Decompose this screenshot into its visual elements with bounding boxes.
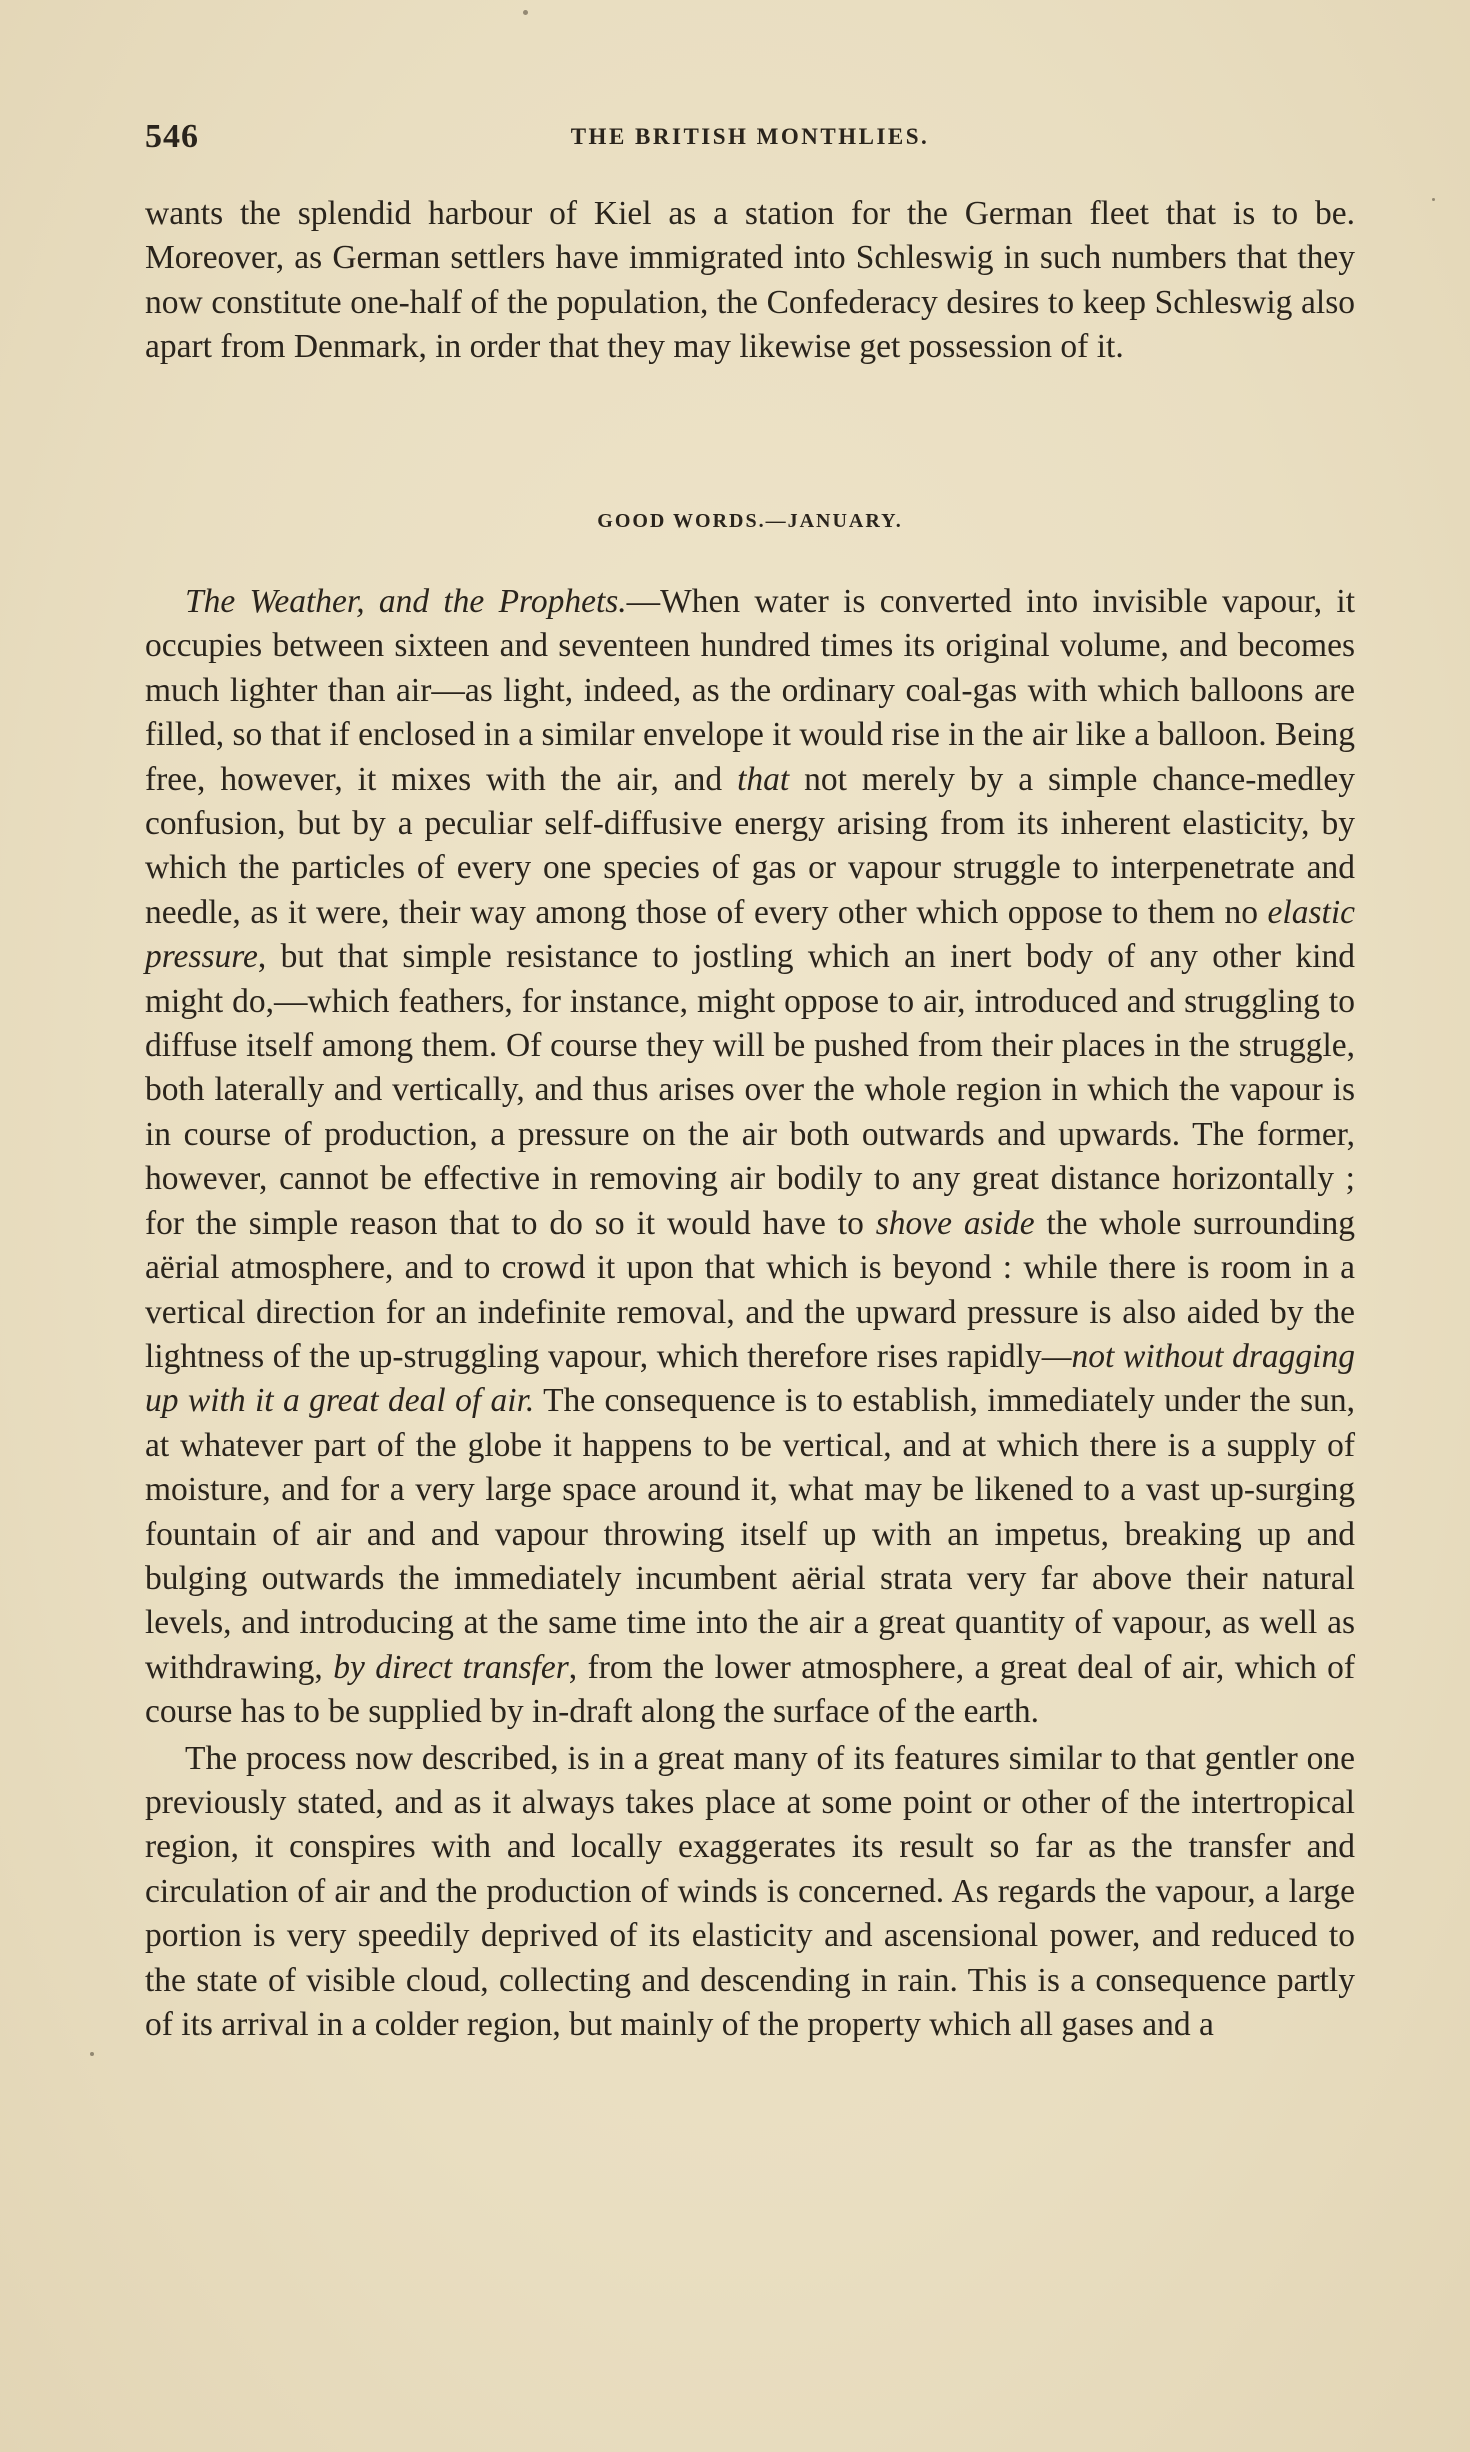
- article-text-segment: —When water is converted into invisible vapour, it occupies between sixteen and seventeen hundred times its original volume, and becomes much lighter than air—as light, indeed, as the ordinary coal-gas with which balloons are filled, so that if enclosed in a similar envelope it would rise in the air like a balloon. Being free, however, it mixes with the air, and: [145, 583, 1355, 798]
- running-head: [145, 118, 1355, 168]
- article-body: [145, 580, 1355, 2047]
- article-text-segment: The consequence is to establish, immediately under the sun, at whatever part of the globe it happens to be vertical, and at which there is a supply of moisture, and for a very large space around it, what may be likened to a vast up-surging fountain of air and and vapour throwing itself up with an impetus, breaking up and bulging outwards the immediately incumbent aërial strata very far above their natural levels, and introducing at the same time into the air a great quantity of vapour, as well as withdrawing,: [145, 1382, 1355, 1686]
- article-title: The Weather, and the Prophets.: [185, 583, 627, 620]
- paper-speck: [90, 2052, 94, 2056]
- emphasis-text: shove aside: [875, 1204, 1035, 1242]
- emphasis-text: —not without dragging up with it a great deal of air.: [145, 1337, 1355, 1420]
- emphasis-text: that: [737, 760, 790, 798]
- article-paragraph-1: [145, 580, 1355, 1735]
- running-title: THE BRITISH MONTHLIES.: [570, 124, 930, 149]
- article-text-segment: , from the lower atmosphere, a great deal of air, which of course has to be supplied by in-draft along the surface of the earth.: [145, 1648, 1355, 1731]
- article-text-segment: , but that simple resistance to jostling which an inert body of any other kind might do,—which feathers, for instance, might oppose to air, introduced and struggling to diffuse itself among them. Of course they will be pushed from their places in the struggle, both laterally and vertically, and thus arises over the whole region in which the vapour is in course of production, a pressure on the air both outwards and upwards. The former, however, cannot be effective in removing air bodily to any great distance horizontally ; for the simple reason that to do so it would have to: [145, 938, 1355, 1242]
- continued-paragraph: wants the splendid harbour of Kiel as a station for the German fleet that is to be. Moreover, as German settlers have immigrated into Schleswig in such numbers that they now constitute one-half of the population, the Confederacy desires to keep Schleswig also apart from Denmark, in order that they may likewise get possession of it.: [145, 195, 1355, 366]
- article-text-segment: the whole surrounding aërial atmosphere, and to crowd it upon that which is beyond : while there is room in a vertical direction for an indefinite removal, and the upward pressure is also aided by the lightness of the up-struggling vapour, which therefore rises rapidly: [145, 1204, 1355, 1375]
- article-paragraph-2: The process now described, is in a great many of its features similar to that gentler one previously stated, and as it always takes place at some point or other of the intertropical region, it conspires with and locally exaggerates its result so far as the transfer and circulation of air and the production of winds is concerned. As regards the vapour, a large portion is very speedily deprived of its elasticity and ascensional power, and reduced to the state of visible cloud, collecting and descending in rain. This is a consequence partly of its arrival in a colder region, but mainly of the property which all gases and a: [145, 1739, 1355, 2043]
- paper-speck: [523, 10, 528, 15]
- paper-speck: [1432, 198, 1435, 201]
- page-number: 546: [145, 118, 199, 155]
- emphasis-text: elastic pressure: [145, 893, 1355, 976]
- section-heading: GOOD WORDS.—JANUARY.: [597, 510, 903, 532]
- emphasis-text: by direct transfer: [333, 1648, 569, 1686]
- continued-paragraph-block: [145, 192, 1355, 370]
- article-text-segment: not merely by a simple chance-medley confusion, but by a peculiar self-diffusive energy arising from its inherent elasticity, by which the particles of every one species of gas or vapour struggle to interpenetrate and needle, as it were, their way among those of every other which oppose to them no: [145, 760, 1355, 931]
